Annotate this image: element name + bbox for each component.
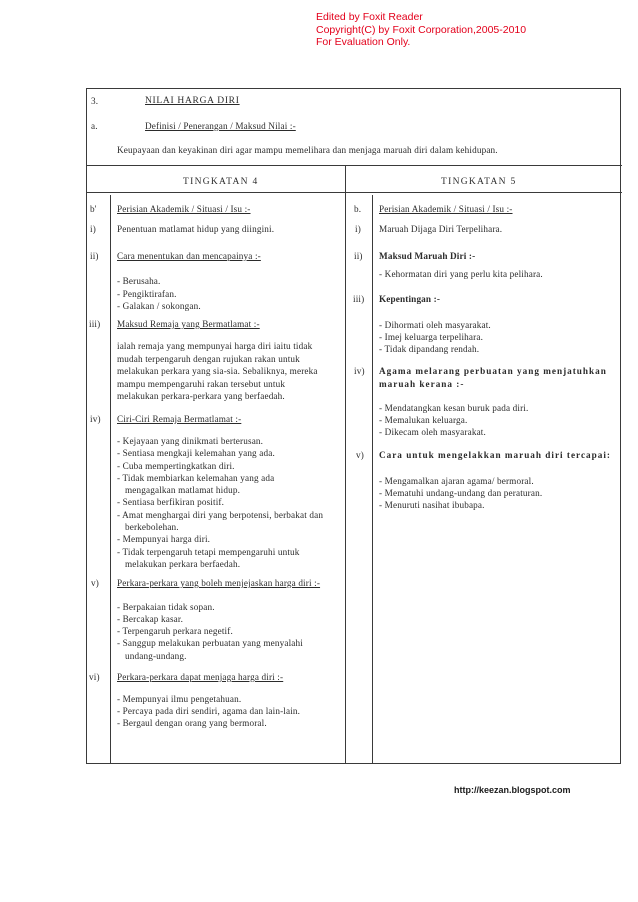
watermark-line: Edited by Foxit Reader [316,11,423,23]
list-item: - Tidak terpengaruh tetapi mempengaruhi untuk [117,547,300,557]
item-heading: Maksud Maruah Diri :- [379,251,476,261]
list-item: - Imej keluarga terpelihara. [379,332,484,342]
list-item: - Memalukan keluarga. [379,415,468,425]
list-item: - Kejayaan yang dinikmati berterusan. [117,436,264,446]
list-item: - Bergaul dengan orang yang bermoral. [117,718,267,728]
form4-number-divider [110,195,111,764]
item-heading-continuation: maruah kerana :- [379,379,465,389]
list-item: - Mematuhi undang-undang dan peraturan. [379,488,543,498]
column-divider [345,165,346,764]
item-heading: Penentuan matlamat hidup yang diingini. [117,224,275,234]
form5-header: TINGKATAN 5 [441,177,517,187]
item-heading: Agama melarang perbuatan yang menjatuhkan [379,366,607,376]
item-heading: Perkara-perkara dapat menjaga harga diri :- [117,672,284,682]
content-frame [86,88,621,764]
list-item-continuation: berkebolehan. [125,522,179,532]
list-item-continuation: mengagalkan matlamat hidup. [125,485,241,495]
list-item-continuation: melakukan perkara berfaedah. [125,559,241,569]
item-heading: Ciri-Ciri Remaja Bermatlamat :- [117,414,242,424]
list-item: - Dihormati oleh masyarakat. [379,320,491,330]
list-item: - Berusaha. [117,276,161,286]
definition-text: Keupayaan dan keyakinan diri agar mampu memelihara dan menjaga maruah diri dalam kehidupan. [117,145,498,155]
form5-number-divider [372,195,373,764]
footer-url: http://keezan.blogspot.com [454,785,571,795]
item-label: i) [90,224,96,234]
item-label: v) [356,450,364,460]
item-heading: Cara untuk mengelakkan maruah diri tercapai: [379,450,611,460]
item-label: ii) [354,251,363,261]
item-heading: Kepentingan :- [379,294,441,304]
item-heading: Cara menentukan dan mencapainya :- [117,251,261,261]
list-item: - Amat menghargai diri yang berpotensi, berbakat dan [117,510,324,520]
paragraph-line: melakukan perkara yang sia-sia. Sebaliknya, mereka [117,366,318,376]
header-divider [86,192,622,193]
watermark-line: For Evaluation Only. [316,36,411,48]
list-item: - Sentiasa berfikiran positif. [117,497,225,507]
list-item: - Percaya pada diri sendiri, agama dan lain-lain. [117,706,301,716]
list-item: - Pengiktirafan. [117,289,177,299]
item-label: i) [355,224,361,234]
list-item: - Mempunyai ilmu pengetahuan. [117,694,242,704]
list-item: - Tidak dipandang rendah. [379,344,480,354]
section-number: 3. [91,96,99,106]
paragraph-line: mampu mempengaruhi rakan tersebut untuk [117,379,286,389]
paragraph-line: ialah remaja yang mempunyai harga diri iaitu tidak [117,341,313,351]
list-item: - Berpakaian tidak sopan. [117,602,215,612]
watermark-line: Copyright(C) by Foxit Corporation,2005-2010 [316,23,527,36]
list-item: - Menuruti nasihat ibubapa. [379,500,485,510]
form5-intro-heading: Perisian Akademik / Situasi / Isu :- [379,204,513,214]
list-item: - Kehormatan diri yang perlu kita pelihara. [379,269,543,279]
item-label: iii) [353,294,365,304]
form4-intro-heading: Perisian Akademik / Situasi / Isu :- [117,204,251,214]
item-label: iii) [89,319,101,329]
item-label: v) [91,578,99,588]
list-item: - Sanggup melakukan perbuatan yang menyalahi [117,638,303,648]
item-heading: Perkara-perkara yang boleh menjejaskan harga diri :- [117,578,321,588]
list-item: - Tidak membiarkan kelemahan yang ada [117,473,275,483]
definition-divider [86,165,622,166]
list-item: - Mendatangkan kesan buruk pada diri. [379,403,529,413]
form5-intro-label: b. [354,204,362,214]
definition-label: a. [91,121,98,131]
paragraph-line: melakukan perkara-perkara yang berfaedah. [117,391,285,401]
list-item: - Terpengaruh perkara negetif. [117,626,233,636]
item-heading: Maksud Remaja yang Bermatlamat :- [117,319,260,329]
item-label: vi) [89,672,100,682]
section-title: NILAI HARGA DIRI [145,96,240,106]
list-item: - Bercakap kasar. [117,614,184,624]
watermark [316,11,526,49]
list-item: - Dikecam oleh masyarakat. [379,427,486,437]
definition-heading: Definisi / Penerangan / Maksud Nilai :- [145,121,296,131]
list-item: - Sentiasa mengkaji kelemahan yang ada. [117,448,275,458]
list-item: - Cuba mempertingkatkan diri. [117,461,235,471]
form4-intro-label: b' [90,204,97,214]
list-item: - Mengamalkan ajaran agama/ bermoral. [379,476,534,486]
paragraph-line: mudah terpengaruh dengan rujukan rakan untuk [117,354,300,364]
item-label: ii) [90,251,99,261]
list-item: - Mempunyai harga diri. [117,534,211,544]
item-label: iv) [354,366,365,376]
list-item-continuation: undang-undang. [125,651,187,661]
list-item: - Galakan / sokongan. [117,301,201,311]
item-label: iv) [90,414,101,424]
form4-header: TINGKATAN 4 [183,177,259,187]
item-heading: Maruah Dijaga Diri Terpelihara. [379,224,503,234]
